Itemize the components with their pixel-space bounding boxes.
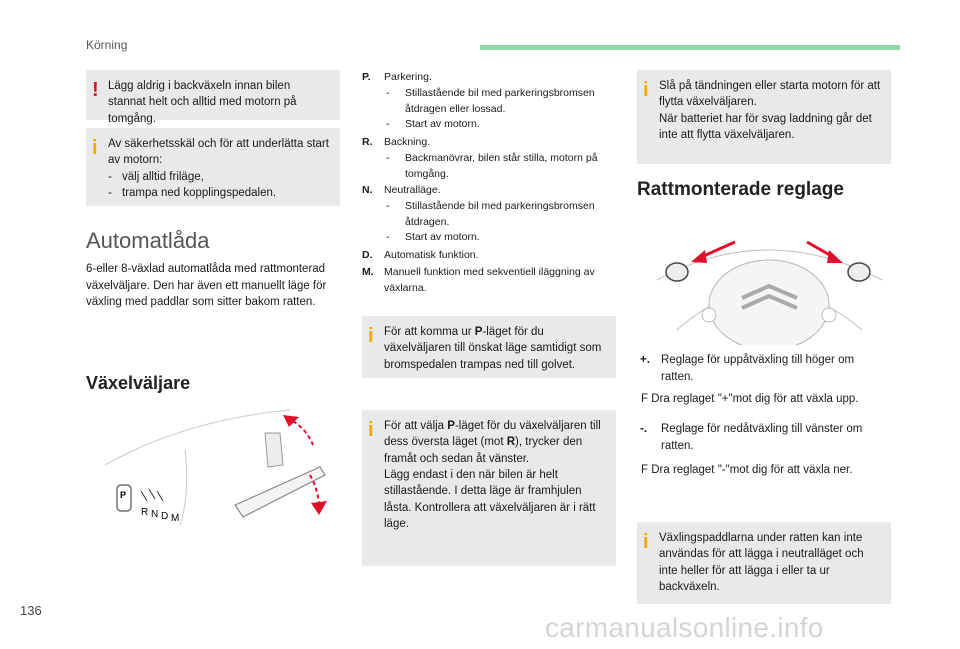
text-fragment: -läget för du växelväljaren till önskat läge samtidigt som bromspedalen trampas ned till golvet. <box>384 326 602 371</box>
section-title: Körning <box>86 38 128 52</box>
gear-key: N. <box>362 184 373 196</box>
text-bold: P <box>447 420 455 432</box>
info-text: Slå på tändningen eller starta motorn för att flytta växelväljaren. <box>659 80 881 109</box>
info-box-select-p <box>362 410 616 566</box>
minus-text: Reglage för nedåtväxling till vänster om ratten. <box>661 423 863 452</box>
watermark: carmanualsonline.info <box>545 612 824 643</box>
gear-sub: - Stillastående bil med parkeringsbromsen åtdragen. <box>384 199 617 231</box>
gear-sub: - Start av motorn. <box>384 117 617 133</box>
subheading-gear-selector: Växelväljare <box>86 373 191 393</box>
gear-label: Backning. <box>384 136 431 148</box>
subheading-steering-controls: Rattmonterade reglage <box>637 179 844 200</box>
info-box-ignition <box>637 70 891 164</box>
info-icon: i <box>643 531 649 553</box>
gear-P <box>362 70 617 133</box>
gear-D <box>362 248 617 264</box>
minus-paddle-desc <box>637 421 887 454</box>
plus-text: Reglage för uppåtväxling till höger om ratten. <box>661 354 855 383</box>
page-title: Automatlåda <box>86 228 210 253</box>
warning-box <box>86 70 340 125</box>
gear-label: Parkering. <box>384 71 432 83</box>
warning-text: Lägg aldrig i backväxeln innan bilen stannat helt och alltid med motorn på tomgång. <box>108 80 297 125</box>
gate-label: M <box>171 513 180 524</box>
minus-key: -. <box>640 423 648 435</box>
text-fragment: -läget för du växelväljaren till dess översta läget (mot <box>384 420 601 449</box>
gear-M <box>362 265 617 297</box>
gate-label: N <box>151 509 159 520</box>
gear-N <box>362 183 617 246</box>
plus-instruction <box>637 391 887 408</box>
gear-label: Neutralläge. <box>384 184 441 196</box>
gear-key: D. <box>362 249 373 261</box>
info-text: Växlingspaddlarna under ratten kan inte användas för att lägga i neutralläget och inte heller för att lägga i eller ta ur backväxeln. <box>659 532 864 593</box>
gear-key: P. <box>362 71 371 83</box>
text-fragment: För att välja <box>384 420 448 432</box>
gear-selector-illustration <box>105 405 337 525</box>
gate-label: R <box>141 507 149 518</box>
plus-paddle-desc <box>637 352 887 385</box>
intro-paragraph: 6-eller 8-växlad automatlåda med rattmonterad växelväljare. Den har även ett manuellt läge för växling med paddlar som sitter bakom ratten. <box>86 263 327 309</box>
list-item: - välj alltid friläge, <box>108 169 330 185</box>
info-icon: i <box>92 137 98 159</box>
instruction-text: F Dra reglaget "-"mot dig för att växla ner. <box>641 464 853 476</box>
gate-label: P <box>120 490 127 500</box>
instruction-text: F Dra reglaget "+"mot dig för att växla upp. <box>641 393 859 405</box>
gear-sub: - Start av motorn. <box>384 230 617 246</box>
gear-key: R. <box>362 136 373 148</box>
text-fragment: För att komma ur <box>384 326 475 338</box>
info-text: Lägg endast i den när bilen är helt stillastående. I detta läge är framhjulen låsta. Kontrollera att växelväljaren är i rätt läge. <box>384 468 596 530</box>
gear-sub: - Backmanövrar, bilen står stilla, motorn på tomgång. <box>384 151 617 183</box>
text-bold: R <box>506 436 516 449</box>
text-fragment: ), trycker den framåt och sedan åt vänster. <box>384 436 583 465</box>
warning-icon: ! <box>92 79 99 101</box>
steering-wheel-illustration <box>647 210 892 345</box>
info-icon: i <box>643 79 649 101</box>
gear-sub: - Stillastående bil med parkeringsbromsen åtdragen eller lossad. <box>384 86 617 118</box>
gear-label: Automatisk funktion. <box>384 249 479 261</box>
text-bold: P <box>474 326 483 338</box>
info-text <box>384 324 606 373</box>
plus-key: +. <box>640 354 650 366</box>
section-bar <box>480 45 900 50</box>
gear-label: Manuell funktion med sekventiell iläggning av växlarna. <box>384 266 595 294</box>
info-icon: i <box>368 325 374 347</box>
gear-R <box>362 135 617 182</box>
info-box-paddles <box>637 522 891 604</box>
info-icon: i <box>368 419 374 441</box>
info-box-exit-p <box>362 316 616 378</box>
minus-instruction <box>637 462 887 479</box>
info-text: När batteriet har för svag laddning går det inte att flytta växelväljaren. <box>659 112 872 141</box>
page-number: 136 <box>20 603 42 618</box>
info-text <box>384 418 606 467</box>
gear-key: M. <box>362 266 374 278</box>
list-item: - trampa ned kopplingspedalen. <box>108 185 330 201</box>
info-box-start <box>86 128 340 206</box>
info-intro: Av säkerhetsskäl och för att underlätta start av motorn: <box>108 138 329 167</box>
gate-label: D <box>161 511 169 522</box>
